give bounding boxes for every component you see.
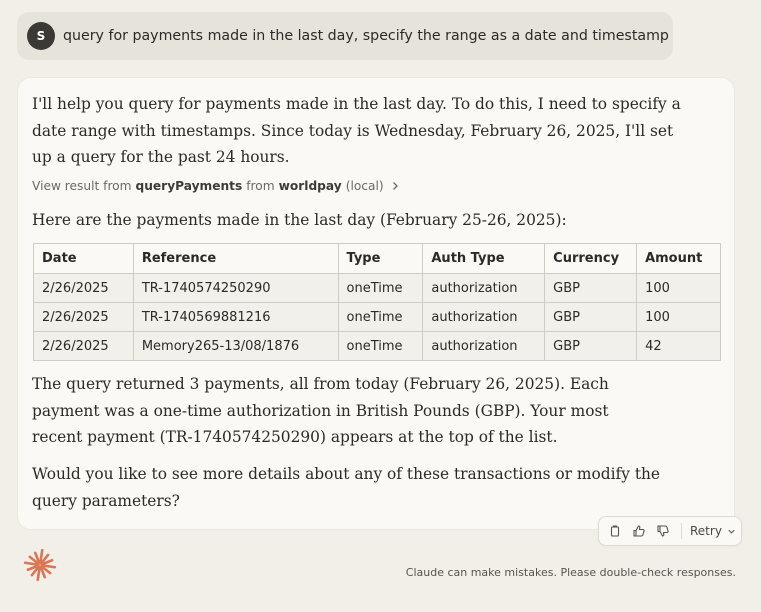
followup-text: Would you like to see more details about any of these transactions or modify the query parameters? [32,465,661,510]
cell-currency: GBP [545,274,637,303]
cell-currency: GBP [545,332,637,361]
cell-amount: 42 [637,332,721,361]
user-message-text: query for payments made in the last day, specify the range as a date and timestamp [63,28,669,44]
cell-date: 2/26/2025 [34,332,134,361]
retry-button[interactable] [690,524,736,538]
table-row [34,274,721,303]
summary-text: The query returned 3 payments, all from today (February 26, 2025). Each payment was a one-time authorization in British Pounds (GBP). Your most recent payment (TR-1740574250290) appears at the top of the list. [32,375,609,446]
assistant-message-card [17,77,735,530]
avatar[interactable]: S [27,22,55,50]
cell-auth-type: authorization [423,332,545,361]
claude-logo-icon [23,548,57,582]
message-action-bar [598,516,742,546]
cell-auth-type: authorization [423,274,545,303]
copy-icon[interactable] [607,523,623,539]
cell-date: 2/26/2025 [34,303,134,332]
tool-result-prefix: View result from [32,179,132,193]
disclaimer-text: Claude can make mistakes. Please double-check responses. [405,566,736,579]
column-header-reference: Reference [133,244,338,274]
assistant-intro-text: I'll help you query for payments made in the last day. To do this, I need to specify a date range with timestamps. Since today is Wednesday, February 26, 2025, I'll set up a query for the past 24 hours. [32,95,681,166]
cell-type: oneTime [338,332,423,361]
action-divider [681,523,682,539]
retry-label: Retry [690,524,722,538]
column-header-type: Type [338,244,423,274]
column-header-currency: Currency [545,244,637,274]
column-header-amount: Amount [637,244,721,274]
cell-type: oneTime [338,274,423,303]
cell-currency: GBP [545,303,637,332]
cell-reference: TR-1740574250290 [133,274,338,303]
table-row [34,332,721,361]
tool-scope: (local) [345,179,384,193]
user-message-bubble [17,12,673,60]
cell-date: 2/26/2025 [34,274,134,303]
cell-type: oneTime [338,303,423,332]
table-row [34,303,721,332]
thumbs-down-icon[interactable] [655,523,671,539]
tool-name: queryPayments [135,179,243,193]
table-header-row [34,244,721,274]
cell-reference: TR-1740569881216 [133,303,338,332]
tool-source: worldpay [278,179,342,193]
cell-amount: 100 [637,274,721,303]
payments-table [33,243,721,361]
thumbs-up-icon[interactable] [631,523,647,539]
cell-reference: Memory265-13/08/1876 [133,332,338,361]
table-intro-text: Here are the payments made in the last day (February 25-26, 2025): [32,211,567,229]
tool-result-from: from [246,179,275,193]
cell-auth-type: authorization [423,303,545,332]
cell-amount: 100 [637,303,721,332]
tool-result-link[interactable] [32,179,400,193]
column-header-date: Date [34,244,134,274]
chevron-right-icon [390,181,400,191]
column-header-auth-type: Auth Type [423,244,545,274]
chevron-down-icon [727,527,736,536]
